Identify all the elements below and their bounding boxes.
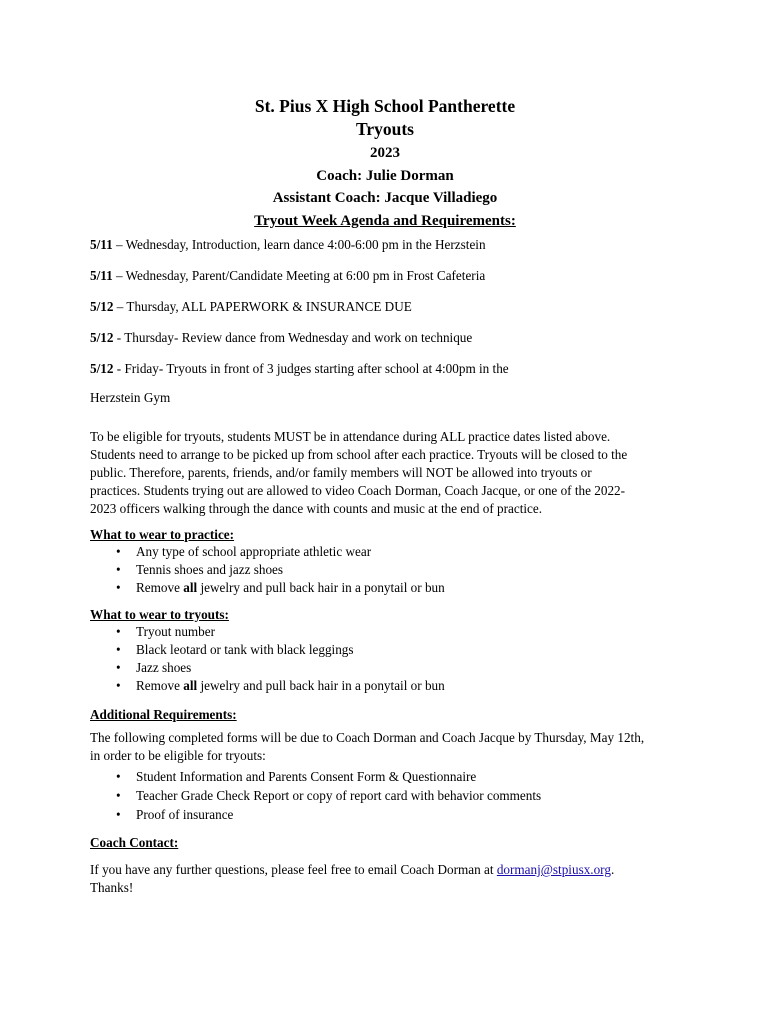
practice-wear-list (90, 543, 445, 597)
agenda-date: 5/11 (90, 268, 113, 283)
bullet-icon: • (116, 544, 121, 559)
bullet-icon: • (116, 788, 121, 803)
list-item: • Remove all jewelry and pull back hair in a ponytail or bun (116, 678, 445, 693)
document-title (0, 95, 770, 141)
tryout-wear-list (90, 623, 445, 695)
eligibility-paragraph (90, 428, 670, 518)
list-item: • Tryout number (116, 624, 216, 639)
agenda-text: – Wednesday, Parent/Candidate Meeting at 6:00 pm in Frost Cafeteria (112, 268, 486, 283)
email-link[interactable]: dormanj@stpiusx.org (496, 862, 611, 877)
bullet-icon: • (116, 624, 121, 639)
bullet-icon: • (116, 580, 121, 595)
practice-wear-heading: What to wear to practice: (90, 527, 235, 542)
paragraph-line: The following completed forms will be due to Coach Dorman and Coach Jacque by Thursday, May 12th, (90, 730, 645, 745)
bullet-icon: • (116, 769, 121, 784)
contact-period: . (610, 862, 615, 877)
agenda-date: 5/11 (90, 237, 113, 252)
tryout-wear-heading: What to wear to tryouts: (90, 607, 229, 622)
bullet-icon: • (116, 660, 121, 675)
list-item: • Any type of school appropriate athletic wear (116, 544, 372, 559)
bullet-icon: • (116, 642, 121, 657)
bullet-icon: • (116, 678, 121, 693)
title-line-1: St. Pius X High School Pantherette (254, 96, 516, 116)
list-item: • Teacher Grade Check Report or copy of report card with behavior comments (116, 788, 542, 803)
assistant-coach-name: Assistant Coach: Jacque Villadiego (272, 190, 498, 206)
contact-text: If you have any further questions, please feel free to email Coach Dorman at (90, 862, 497, 877)
list-item: • Black leotard or tank with black leggings (116, 642, 354, 657)
bullet-icon: • (116, 807, 121, 822)
list-item: • Jazz shoes (116, 660, 192, 675)
title-line-2: Tryouts (355, 119, 414, 139)
list-item: • Proof of insurance (116, 807, 234, 822)
additional-requirements-list (90, 767, 541, 824)
paragraph-line: practices. Students trying out are allowed to video Coach Dorman, Coach Jacque, or one of the 2022- (90, 483, 626, 498)
agenda-text: - Friday- Tryouts in front of 3 judges starting after school at 4:00pm in the (113, 361, 509, 376)
agenda-heading: Tryout Week Agenda and Requirements: (254, 212, 516, 229)
agenda-text: - Thursday- Review dance from Wednesday and work on technique (113, 330, 473, 345)
agenda-date: 5/12 (90, 330, 114, 345)
bullet-icon: • (116, 562, 121, 577)
list-item: • Remove all jewelry and pull back hair in a ponytail or bun (116, 580, 445, 595)
contact-paragraph (90, 861, 690, 897)
agenda-continuation: Herzstein Gym (90, 390, 171, 405)
additional-requirements-heading: Additional Requirements: (90, 707, 237, 722)
agenda-text: – Wednesday, Introduction, learn dance 4:00-6:00 pm in the Herzstein (112, 237, 486, 252)
agenda-item (90, 329, 710, 347)
agenda-item (90, 267, 710, 285)
closing-text: Thanks! (90, 880, 134, 895)
subtitle-block (0, 142, 770, 232)
year: 2023 (370, 145, 400, 161)
list-item: • Student Information and Parents Consent Form & Questionnaire (116, 769, 477, 784)
agenda-date: 5/12 (90, 299, 114, 314)
agenda-item (90, 360, 710, 378)
coach-contact-heading: Coach Contact: (90, 835, 179, 850)
agenda-item (90, 236, 710, 254)
list-item: • Tennis shoes and jazz shoes (116, 562, 284, 577)
paragraph-line: To be eligible for tryouts, students MUST be in attendance during ALL practice dates listed above. (90, 429, 611, 444)
additional-intro (90, 729, 690, 765)
agenda-date: 5/12 (90, 361, 114, 376)
contact-line (90, 861, 690, 879)
agenda-item (90, 298, 710, 316)
coach-name: Coach: Julie Dorman (316, 167, 454, 184)
paragraph-line: in order to be eligible for tryouts: (90, 748, 266, 763)
paragraph-line: Students need to arrange to be picked up from school after each practice. Tryouts will be closed to the (90, 447, 628, 462)
paragraph-line: public. Therefore, parents, friends, and/or family members will NOT be allowed into tryouts or (90, 465, 592, 480)
agenda-text: – Thursday, ALL PAPERWORK & INSURANCE DUE (113, 299, 412, 314)
paragraph-line: 2023 officers walking through the dance with counts and music at the end of practice. (90, 501, 543, 516)
